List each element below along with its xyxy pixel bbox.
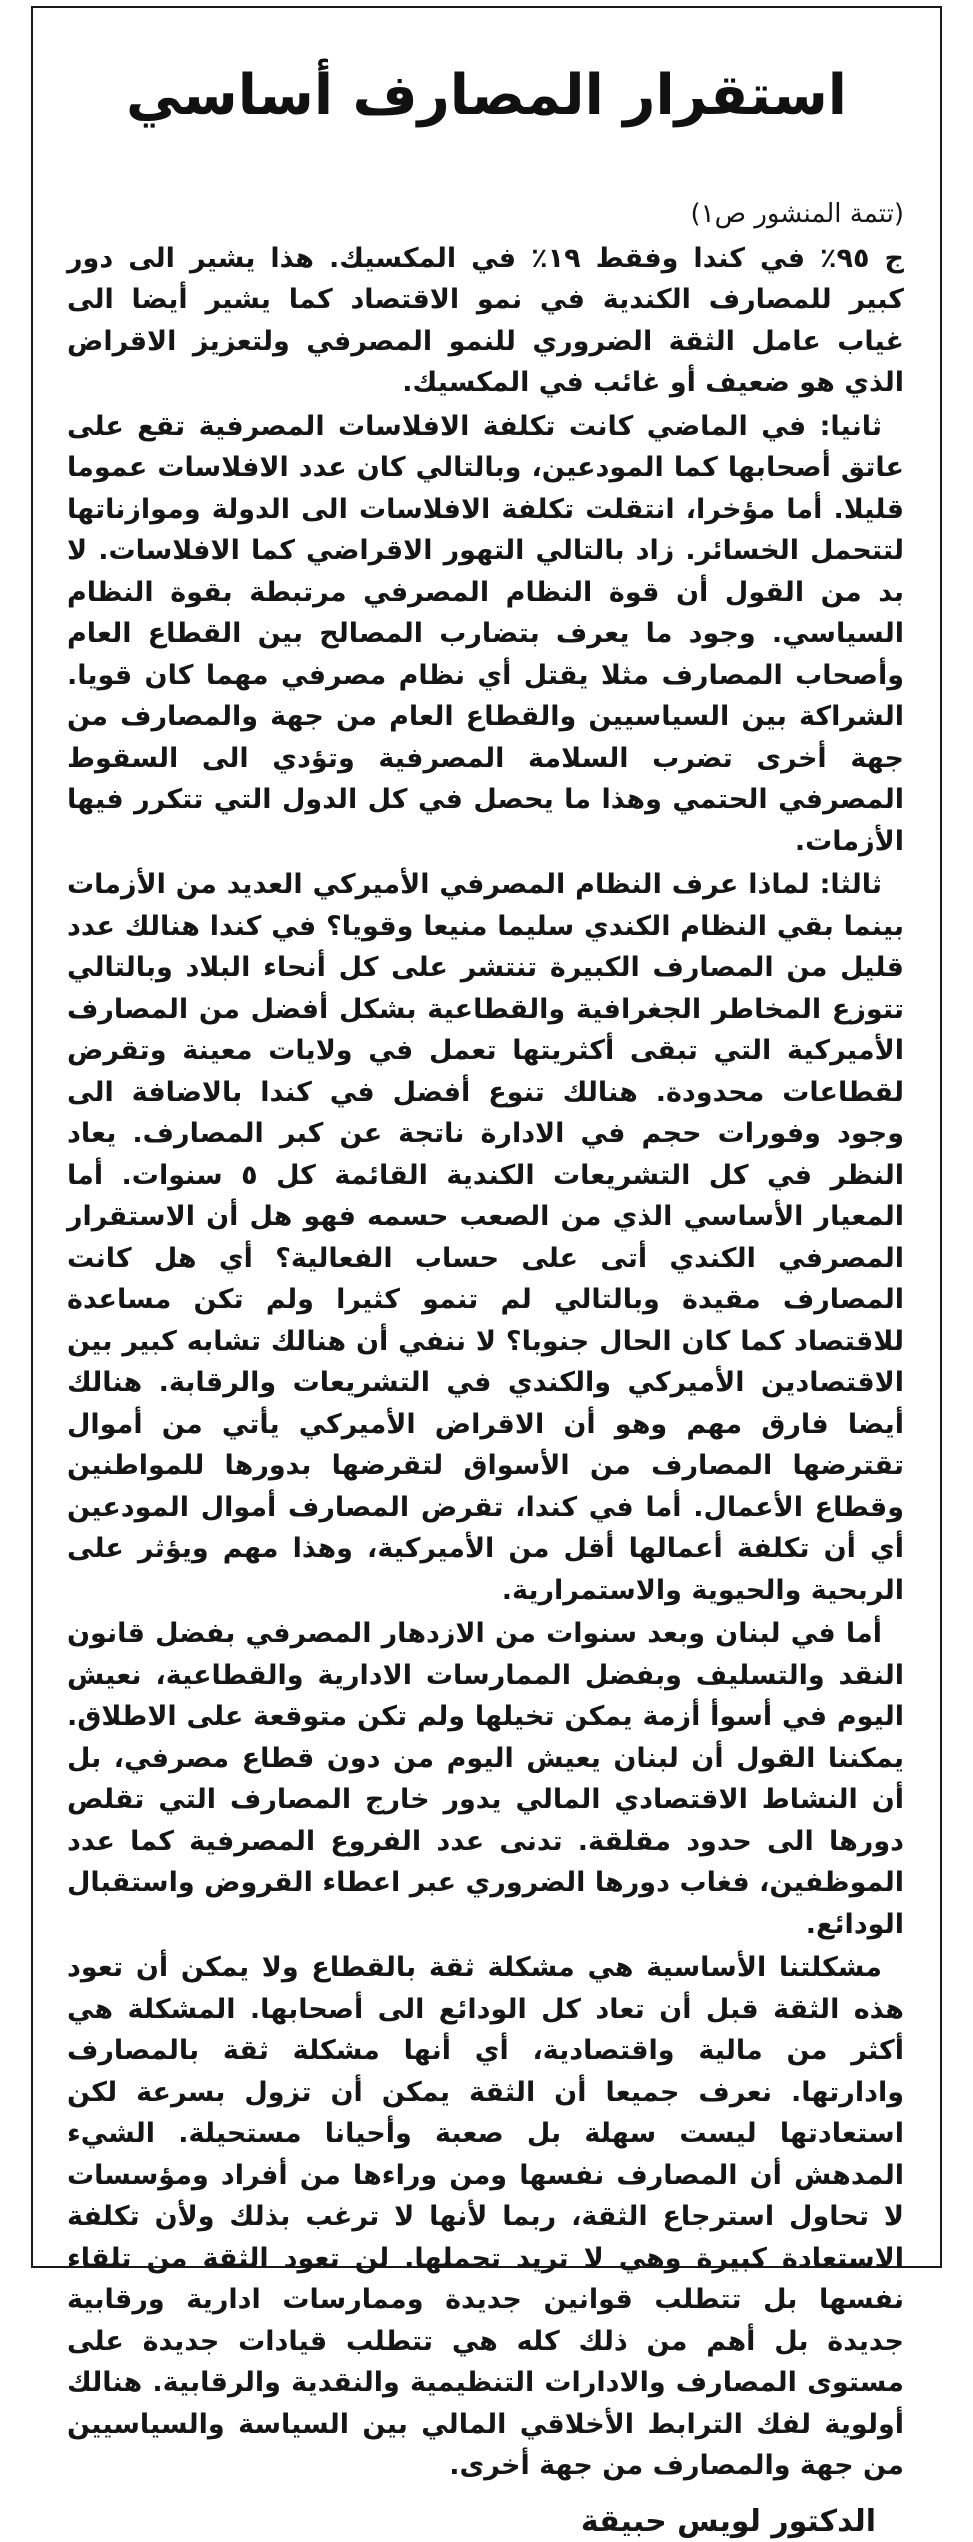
article-body — [67, 194, 904, 2542]
article-paragraph-1: ج ٩٥٪ في كندا وفقط ١٩٪ في المكسيك. هذا يشير الى دور كبير للمصارف الكندية في نمو الاقتصاد كما يشير أيضا الى غياب عامل الثقة الضروري للنمو المصرفي ولتعزيز الاقراض الذي هو ضعيف أو غائب في المكسيك. — [67, 238, 904, 404]
article-paragraph-5: مشكلتنا الأساسية هي مشكلة ثقة بالقطاع ولا يمكن أن تعود هذه الثقة قبل أن تعاد كل الودائع الى أصحابها. المشكلة هي أكثر من مالية واقتصادية، أي أنها مشكلة ثقة بالمصارف وادارتها. نعرف جميعا أن الثقة يمكن أن تزول بسرعة لكن استعادتها ليست سهلة بل صعبة وأحيانا مستحيلة. الشيء المدهش أن المصارف نفسها ومن وراءها من أفراد ومؤسسات لا تحاول استرجاع الثقة، ربما لأنها لا ترغب بذلك ولأن تكلفة الاستعادة كبيرة وهي لا تريد تحملها. لن تعود الثقة من تلقاء نفسها بل تتطلب قوانين جديدة وممارسات ادارية ورقابية جديدة بل أهم من ذلك كله هي تتطلب قيادات جديدة على مستوى المصارف والادارات التنظيمية والنقدية والرقابية. هنالك أولوية لفك الترابط الأخلاقي المالي بين السياسة والسياسيين من جهة والمصارف من جهة أخرى. — [67, 1947, 904, 2487]
article-frame — [31, 6, 942, 2268]
author-byline: الدكتور لويس حبيقة — [67, 2501, 876, 2542]
article-title: استقرار المصارف أساسي — [33, 56, 940, 136]
article-paragraph-2: ثانيا: في الماضي كانت تكلفة الافلاسات المصرفية تقع على عاتق أصحابها كما المودعين، وبالتالي كان عدد الافلاسات عموما قليلا. أما مؤخرا، انتقلت تكلفة الافلاسات الى الدولة وموازناتها لتتحمل الخسائر. زاد بالتالي التهور الاقراضي كما الافلاسات. لا بد من القول أن قوة النظام المصرفي مرتبطة بقوة النظام السياسي. وجود ما يعرف بتضارب المصالح بين القطاع العام وأصحاب المصارف مثلا يقتل أي نظام مصرفي مهما كان قويا. الشراكة بين السياسيين والقطاع العام من جهة والمصارف من جهة أخرى تضرب السلامة المصرفية وتؤدي الى السقوط المصرفي الحتمي وهذا ما يحصل في كل الدول التي تتكرر فيها الأزمات. — [67, 406, 904, 863]
article-paragraph-4: أما في لبنان وبعد سنوات من الازدهار المصرفي بفضل قانون النقد والتسليف وبفضل الممارسات الادارية والقطاعية، نعيش اليوم في أسوأ أزمة يمكن تخيلها ولم تكن متوقعة على الاطلاق. يمكننا القول أن لبنان يعيش اليوم من دون قطاع مصرفي، بل أن النشاط الاقتصادي المالي يدور خارج المصارف التي تقلص دورها الى حدود مقلقة. تدنى عدد الفروع المصرفية كما عدد الموظفين، فغاب دورها الضروري عبر اعطاء القروض واستقبال الودائع. — [67, 1613, 904, 1945]
article-paragraph-3: ثالثا: لماذا عرف النظام المصرفي الأميركي العديد من الأزمات بينما بقي النظام الكندي سليما منيعا وقويا؟ في كندا هنالك عدد قليل من المصارف الكبيرة تنتشر على كل أنحاء البلاد وبالتالي تتوزع المخاطر الجغرافية والقطاعية بشكل أفضل من المصارف الأميركية التي تبقى أكثريتها تعمل في ولايات معينة وتقرض لقطاعات محدودة. هنالك تنوع أفضل في كندا بالاضافة الى وجود وفورات حجم في الادارة ناتجة عن كبر المصارف. يعاد النظر في كل التشريعات الكندية القائمة كل ٥ سنوات. أما المعيار الأساسي الذي من الصعب حسمه فهو هل أن الاستقرار المصرفي الكندي أتى على حساب الفعالية؟ أي هل كانت المصارف مقيدة وبالتالي لم تنمو كثيرا ولم تكن مساعدة للاقتصاد كما كان الحال جنوبا؟ لا ننفي أن هنالك تشابه كبير بين الاقتصادين الأميركي والكندي في التشريعات والرقابة. هنالك أيضا فارق مهم وهو أن الاقراض الأميركي يأتي من أموال تقترضها المصارف من الأسواق لتقرضها بدورها للمواطنين وقطاع الأعمال. أما في كندا، تقرض المصارف أموال المودعين أي أن تكلفة أعمالها أقل من الأميركية، وهذا مهم ويؤثر على الربحية والحيوية والاستمرارية. — [67, 864, 904, 1611]
continuation-note: (تتمة المنشور ص١) — [67, 194, 904, 236]
